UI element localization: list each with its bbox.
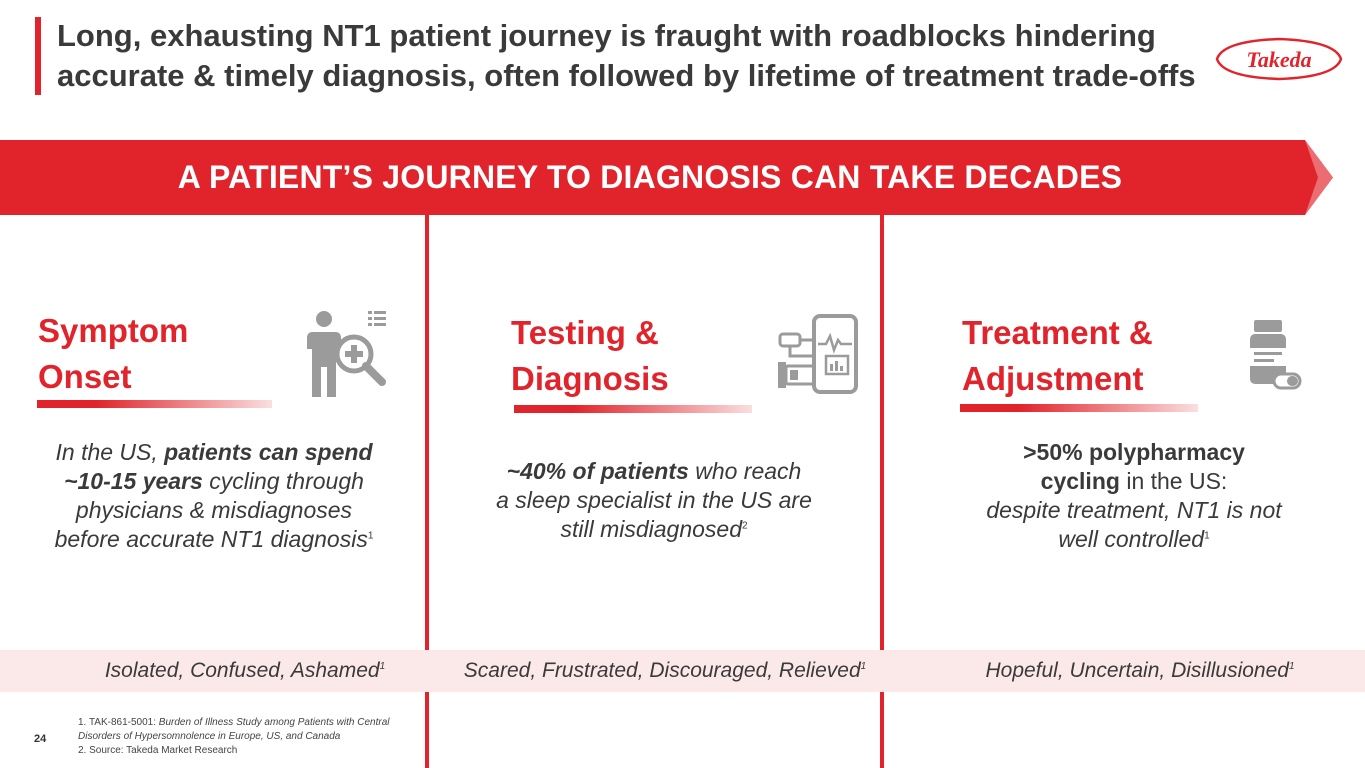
page-title-line-2: accurate & timely diagnosis, often followed by lifetime of treatment trade-offs [57, 58, 1196, 93]
journey-banner [0, 140, 1333, 215]
title-accent-bar [35, 17, 41, 95]
emotion-treatment-adjustment: Hopeful, Uncertain, Disillusioned$^1$ [985, 659, 1295, 682]
footnote-2: 2. Source: Takeda Market Research [78, 745, 238, 756]
logo-wordmark: Takeda [1246, 47, 1312, 72]
person-magnifier-icon [298, 306, 390, 398]
page-number: 24 [34, 733, 47, 745]
medicine-bottle-icon [1248, 318, 1302, 392]
stage-title-symptom-onset: Symptom Onset [38, 312, 189, 395]
stage-underline-1 [37, 400, 272, 408]
emotion-testing-diagnosis: Scared, Frustrated, Discouraged, Relieved$^1$ [463, 659, 867, 682]
stage-description-2: ~40% of patients who reach a sleep specialist in the US are still misdiagnosed$^2$ [496, 458, 812, 542]
footnotes: 1. TAK-861-5001: Burden of Illness Study among Patients with Central Disorders of Hypersomnolence in Europe, US, and Canada 2. Source: Takeda Market Research [78, 716, 418, 758]
page-title-line-1: Long, exhausting NT1 patient journey is fraught with roadblocks hindering [57, 18, 1156, 53]
takeda-logo [1213, 35, 1345, 83]
stage-title-treatment-adjustment: Treatment & Adjustment [962, 314, 1153, 397]
emotion-symptom-onset: Isolated, Confused, Ashamed$^1$ [104, 659, 386, 682]
stage-underline-3 [960, 404, 1198, 412]
footnote-1: 1. TAK-861-5001: Burden of Illness Study among Patients with Central [78, 717, 390, 728]
banner-title: A PATIENT’S JOURNEY TO DIAGNOSIS CAN TAKE DECADES [177, 159, 1123, 195]
stage-underline-2 [514, 405, 752, 413]
page-title [57, 16, 1227, 96]
stage-title-testing-diagnosis: Testing & Diagnosis [511, 314, 669, 397]
stage-description-3: >50% polypharmacy cycling in the US: despite treatment, NT1 is not well controlled$^1$ [986, 439, 1282, 552]
medical-test-device-icon [776, 314, 860, 396]
stage-description-1: In the US, patients can spend ~10-15 years cycling through physicians & misdiagnoses before accurate NT1 diagnosis$^1$ [54, 439, 374, 552]
